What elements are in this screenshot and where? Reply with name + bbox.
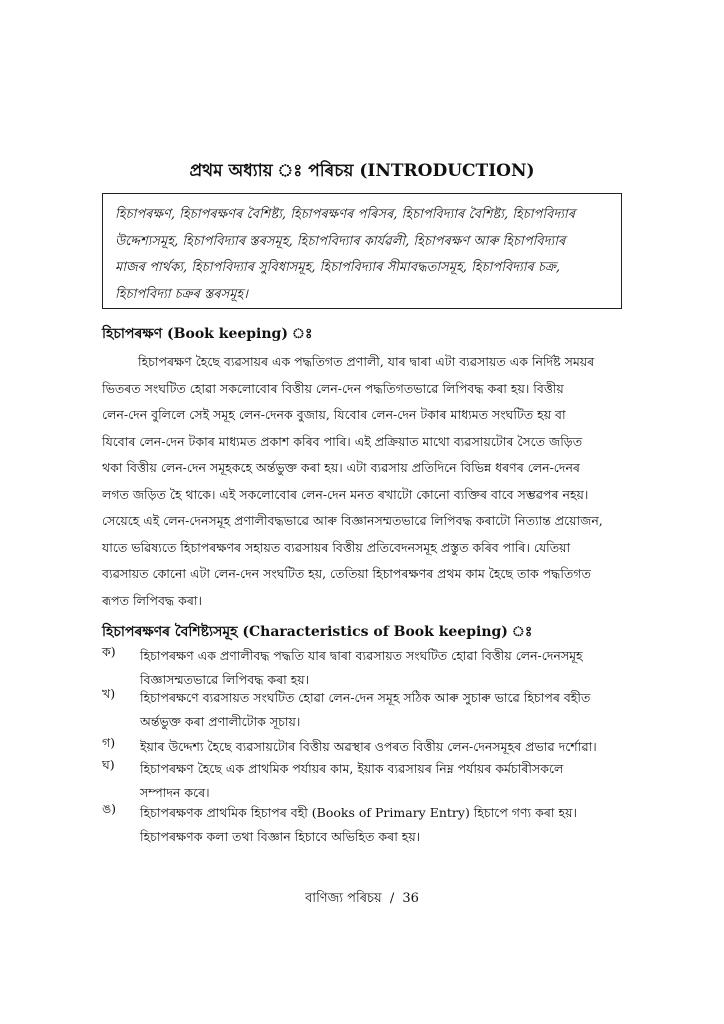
list-marker: খ) (102, 686, 116, 701)
footer-book-title: বাণিজ্য পৰিচয় (305, 891, 382, 906)
list-marker: ঙ) (102, 801, 117, 816)
paragraph-line: থকা বিত্তীয় লেন-দেন সমূহকহে অৰ্ন্তভুক্ত কৰা হয়। এটা ব্যৱসায় প্ৰতিদিনে বিভিন্ন ধৰণৰ লেন-দেনৰ (102, 460, 580, 475)
summary-line: উদ্দেশ্যসমূহ, হিচাপবিদ্যাৰ স্তৰসমূহ, হিচাপবিদ্যাৰ কাৰ্যৱলী, হিচাপৰক্ষণ আৰু হিচাপবিদ্যাৰ (115, 233, 566, 249)
list-item-text (140, 757, 563, 805)
list-marker: গ) (102, 735, 116, 750)
list-item-line: বিজ্ঞাসম্মতভাৱে লিপিবদ্ধ কৰা হয়। (140, 672, 310, 687)
list-item-line: হিচাপৰক্ষণক কলা তথা বিজ্ঞান হিচাবে অভিহিত কৰা হয়। (140, 829, 421, 844)
chapter-title: প্ৰথম অধ্যায় ঃ পৰিচয় (INTRODUCTION) (189, 161, 535, 181)
paragraph-line: ৰূপত লিপিবদ্ধ কৰা। (102, 592, 202, 608)
paragraph-line: ভিতৰত সংঘটিত হোৱা সকলোবোৰ বিত্তীয় লেন-দেন পদ্ধতিগতভাৱে লিপিবদ্ধ কৰা হয়। বিত্তীয় (102, 380, 564, 396)
paragraph-line: ব্যৱসায়ত কোনো এটা লেন-দেন সংঘটিত হয়, তেতিয়া হিচাপৰক্ষণৰ প্ৰথম কাম হৈছে তাক পদ্ধতিগত (102, 566, 591, 581)
paragraph-line: লগত জড়িত হৈ থাকে। এই সকলোবোৰ লেন-দেন মনত ৰখাটো কোনো ব্যক্তিৰ বাবে সম্ভৱপৰ নহয়। (102, 486, 589, 502)
paragraph-line: লেন-দেন বুলিলে সেই সমূহ লেন-দেনক বুজায়, যিবোৰ লেন-দেন টকাৰ মাধ্যমত সংঘটিত হয় বা (102, 407, 566, 422)
list-item-text (140, 644, 583, 692)
paragraph-line: যাতে ভৱিষ্যতে হিচাপৰক্ষণৰ সহায়ত ব্যৱসায়ৰ বিত্তীয় প্ৰতিবেদনসমূহ প্ৰস্তুত কৰিব পাৰি। যেতিয়া (102, 539, 571, 555)
page-number: 36 (402, 891, 419, 906)
list-item-line: অৰ্ন্তভুক্ত কৰা প্ৰণালীটোক সূচায়। (140, 714, 301, 729)
list-item-line: সম্পাদন কৰে। (140, 785, 210, 800)
list-item-text (140, 735, 597, 759)
paragraph-line: সেয়েহে এই লেন-দেনসমূহ প্ৰণালীবদ্ধভাৱে আৰু বিজ্ঞানসম্মতভাৱে লিপিবদ্ধ কৰাটো নিত্যান্ত প্ৰয়োজন, (102, 513, 603, 528)
list-marker: ক) (102, 644, 116, 659)
list-item-line: হিচাপৰক্ষণ হৈছে এক প্ৰাথমিক পৰ্যায়ৰ কাম, ইয়াক ব্যৱসায়ৰ নিম্ন পৰ্যায়ৰ কৰ্মচাৰীসকলে (140, 761, 564, 776)
footer-separator: / (389, 891, 395, 906)
book-keeping-paragraph (102, 349, 622, 614)
section-heading-characteristics: হিচাপৰক্ষণৰ বৈশিষ্ট্যসমূহ (Characteristics of Book keeping) ঃ (102, 624, 533, 640)
summary-line: মাজৰ পাৰ্থক্য, হিচাপবিদ্যাৰ সুবিধাসমূহ, হিচাপবিদ্যাৰ সীমাবদ্ধতাসমূহ, হিচাপবিদ্যাৰ চক্ৰ, (115, 260, 561, 275)
list-item-text (140, 686, 590, 734)
summary-line: হিচাপৰক্ষণ, হিচাপৰক্ষণৰ বৈশিষ্ট্য, হিচাপৰক্ষণৰ পৰিসৰ, হিচাপবিদ্যাৰ বৈশিষ্ট্য, হিচাপবিদ্যাৰ (115, 207, 576, 222)
list-marker: ঘ) (102, 757, 115, 772)
list-item-line: হিচাপৰক্ষণক প্ৰাথমিক হিচাপৰ বহী (Books of Primary Entry) হিচাপে গণ্য কৰা হয়। (140, 805, 577, 820)
page-footer (0, 889, 724, 910)
list-item-text (140, 801, 577, 849)
list-item-line: হিচাপৰক্ষণ এক প্ৰণালীবদ্ধ পদ্ধতি যাৰ দ্বাৰা ব্যৱসায়ত সংঘটিত হোৱা বিত্তীয় লেন-দেনসমূহ (140, 648, 583, 663)
list-item-line: ইয়াৰ উদ্দেশ্য হৈছে ব্যৱসায়টোৰ বিত্তীয় অৱস্থাৰ ওপৰত বিত্তীয় লেন-দেনসমূহৰ প্ৰভাৱ দৰ্শোৱা। (140, 739, 597, 754)
paragraph-line: যিবোৰ লেন-দেন টকাৰ মাধ্যমত প্ৰকাশ কৰিব পাৰি। এই প্ৰক্ৰিয়াত মাথো ব্যৱসায়টোৰ সৈতে জড়িত (102, 433, 583, 449)
paragraph-line: হিচাপৰক্ষণ হৈছে ব্যৱসায়ৰ এক পদ্ধতিগত প্ৰণালী, যাৰ দ্বাৰা এটা ব্যৱসায়ত এক নিৰ্দিষ্ট সময়ৰ (138, 354, 595, 369)
list-item-line: হিচাপৰক্ষণে ব্যৱসায়ত সংঘটিত হোৱা লেন-দেন সমূহ সঠিক আৰু সুচাৰু ভাৱে হিচাপৰ বহীত (140, 690, 591, 705)
summary-line: হিচাপবিদ্যা চক্ৰৰ স্তৰসমূহ। (115, 286, 248, 302)
chapter-summary-box (102, 193, 622, 309)
section-heading-book-keeping: হিচাপৰক্ষণ (Book keeping) ঃ (102, 326, 313, 342)
